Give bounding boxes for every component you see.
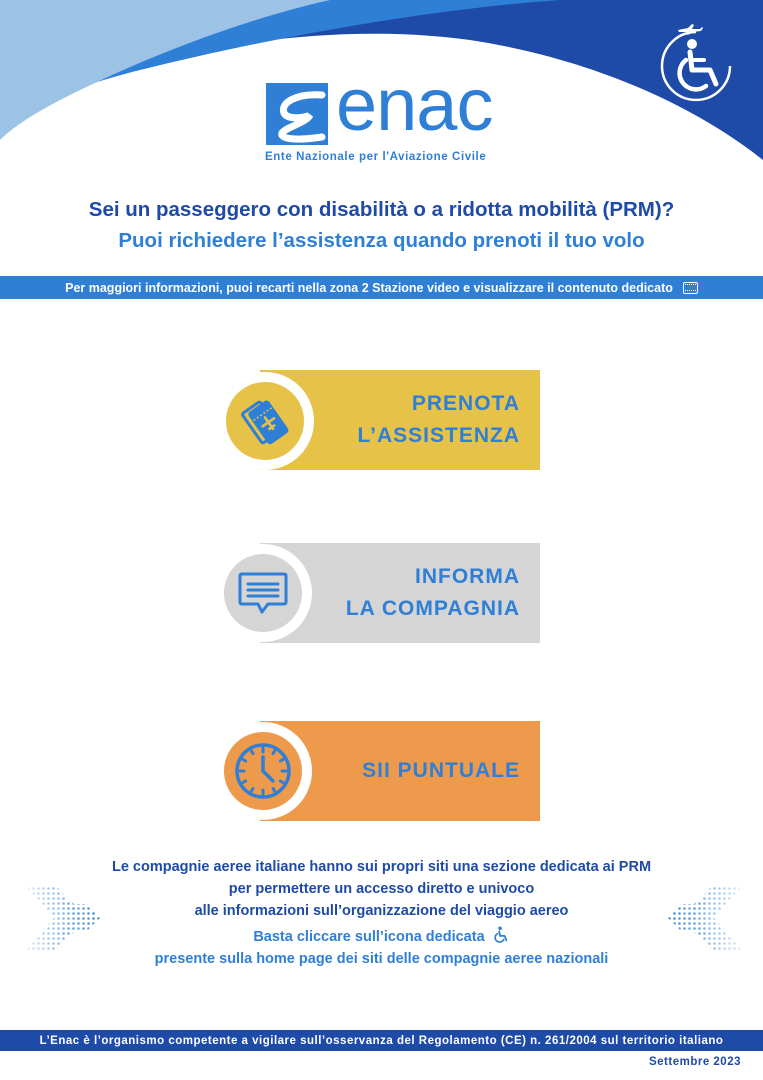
step-label (362, 721, 520, 821)
dotted-chevrons-right-icon (662, 886, 742, 950)
step-label-line1: INFORMA (415, 565, 520, 588)
info-bar (0, 276, 763, 299)
enac-logo (262, 63, 507, 178)
dotted-chevrons-left-icon (26, 886, 106, 950)
wheelchair-plane-icon (654, 24, 738, 108)
step-label (357, 370, 520, 470)
info-bar-text: Per maggiori informazioni, puoi recarti nella zona 2 Stazione video e visualizzare il contenuto dedicato (65, 280, 673, 295)
click-icon-paragraph (0, 926, 763, 970)
step-label-line1: SII PUNTUALE (362, 759, 520, 782)
wheelchair-icon (492, 926, 510, 944)
click-icon-text: Basta cliccare sull’icona dedicata (253, 929, 485, 945)
headline-answer: Puoi richiedere l’assistenza quando prenoti il tuo volo (118, 229, 645, 252)
step-label-line1: PRENOTA (411, 392, 520, 415)
publication-date: Settembre 2023 (648, 1056, 741, 1068)
chat-icon (214, 544, 312, 642)
logo-text: enac (336, 63, 493, 146)
logo-e-icon (266, 83, 328, 145)
click-icon-line1 (0, 926, 763, 948)
regulation-bar (0, 1030, 763, 1051)
headline-question: Sei un passeggero con disabilità o a ridotta mobilità (PRM)? (88, 198, 675, 221)
click-icon-line2: presente sulla home page dei siti delle compagnie aeree nazionali (154, 951, 609, 967)
step-label (346, 543, 520, 643)
airline-info-line3: alle informazioni sull’organizzazione del viaggio aereo (194, 903, 569, 919)
regulation-text: L’Enac è l’organismo competente a vigilare sull’osservanza del Regolamento (CE) n. 261/2004 sul territorio italiano (39, 1034, 724, 1047)
airline-info-paragraph (0, 856, 763, 922)
airline-info-line2: per permettere un accesso diretto e univoco (228, 881, 535, 897)
logo-mark (266, 83, 328, 145)
clock-icon (214, 722, 312, 820)
logo-subtitle: Ente Nazionale per l'Aviazione Civile (265, 151, 487, 163)
tickets-icon (216, 372, 314, 470)
step-label-line2: LA COMPAGNIA (345, 597, 520, 620)
film-icon (683, 282, 698, 294)
step-label-line2: L’ASSISTENZA (357, 424, 520, 447)
airline-info-line1: Le compagnie aeree italiane hanno sui propri siti una sezione dedicata ai PRM (111, 859, 652, 875)
